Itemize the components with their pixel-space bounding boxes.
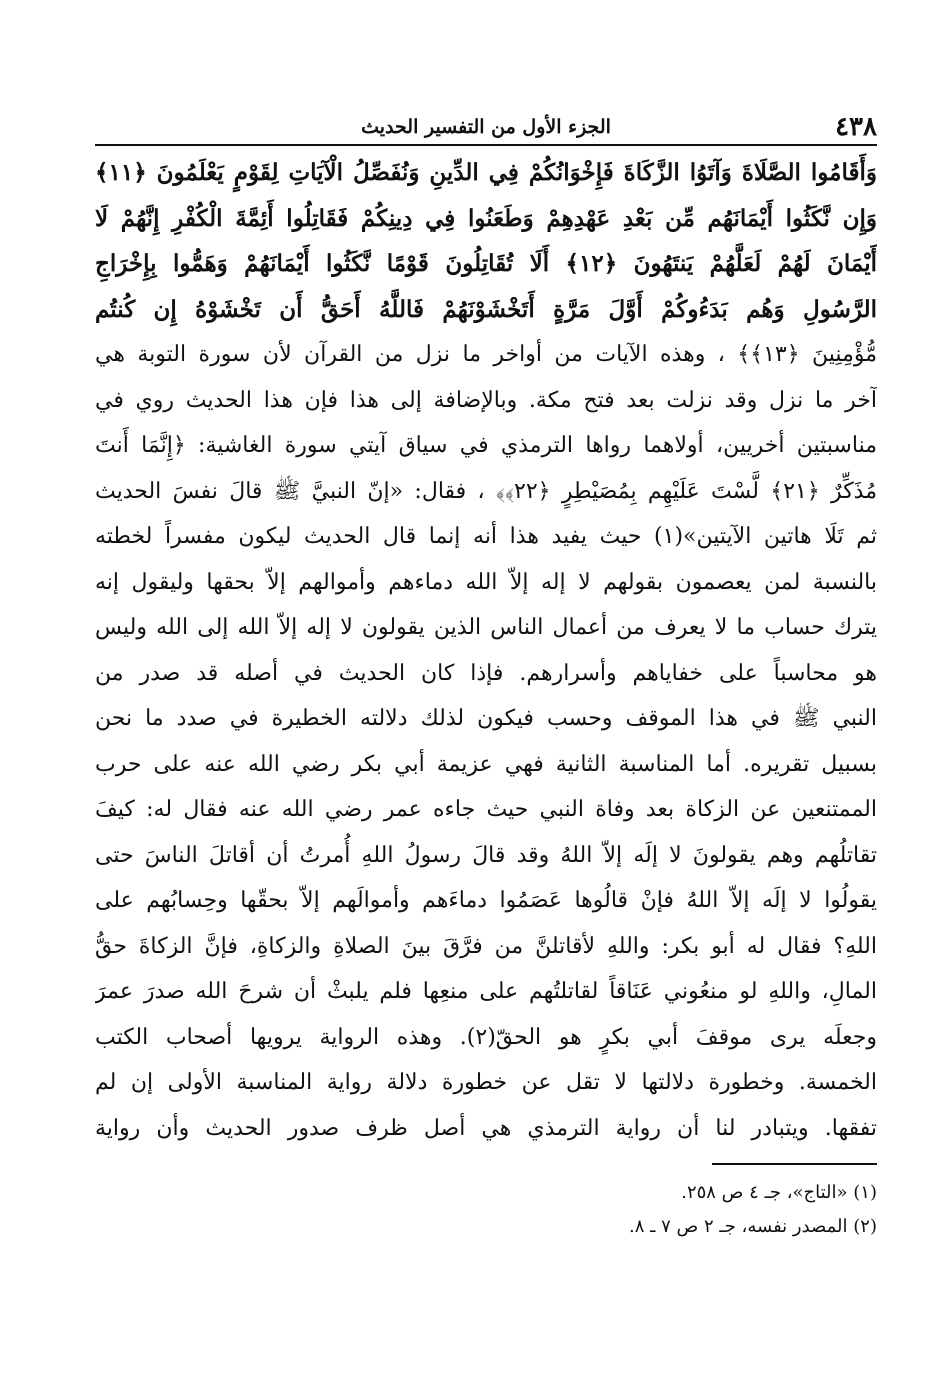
text-line: بسبيل تقريره. أما المناسبة الثانية فهي عزيمة أبي بكر رضي الله عنه على حرب — [95, 751, 877, 777]
footnotes — [95, 1176, 877, 1244]
text-line: آخر ما نزل وقد نزلت بعد فتح مكة. وبالإضافة إلى هذا فإن هذا الحديث روي في — [95, 387, 877, 413]
text-line: المالِ، واللهِ لو منعُوني عَنَاقاً لقاتلتُهم على منعِها فلم يلبثْ أن شرحَ الله صدرَ عمرَ — [95, 979, 877, 1004]
text-line: مناسبتين أخريين، أولاهما رواها الترمذي في سياق آيتي سورة الغاشية: ﴿إِنَّمَا أَنتَ — [95, 433, 877, 458]
text-line: ثم تَلَا هاتين الآيتين»(١) حيث يفيد هذا أنه إنما قال الحديث ليكون مفسراً لخطته — [95, 524, 877, 549]
verse-line: وَأَقَامُوا الصَّلَاةَ وَآتَوُا الزَّكَاةَ فَإِخْوَانُكُمْ فِي الدِّينِ وَنُفَصِّلُ الْآيَاتِ لِقَوْمٍ يَعْلَمُونَ ﴿١١﴾ — [95, 159, 877, 186]
verse-line: أَيْمَانَ لَهُمْ لَعَلَّهُمْ يَنتَهُونَ ﴿١٢﴾ أَلَا تُقَاتِلُونَ قَوْمًا نَّكَثُوا أَيْمَانَهُمْ وَهَمُّوا بِإِخْرَاجِ — [95, 250, 877, 277]
text-line: هو محاسباً على خفاياهم وأسرارهم. فإذا كان الحديث في أصله قد صدر من — [95, 660, 877, 686]
text-line: يقولُوا لا إلَه إلاّ اللهُ فإنْ قالُوها عَصَمُوا دماءَهم وأموالَهم إلاّ بحقّها وحِسابُهم على — [95, 888, 877, 913]
text-line: مُّؤْمِنِينَ ﴿١٣﴾﴾ ، وهذه الآيات من أواخر ما نزل من القرآن لأن سورة التوبة هي — [95, 342, 877, 367]
text-line: مُذَكِّرٌ ﴿٢١﴾ لَّسْتَ عَلَيْهِم بِمُصَيْطِرٍ ﴿٢٢﴾﴾ ، فقال: «إنّ النبيَّ ﷺ قالَ نفسَ الحديث — [95, 478, 877, 504]
footnote-divider — [712, 1163, 877, 1165]
text-line: تفقها. ويتبادر لنا أن رواية الترمذي هي أصل ظرف صدور الحديث وأن رواية — [95, 1115, 877, 1141]
footnote: (١) «التاج»، جـ ٤ ص ٢٥٨. — [681, 1182, 877, 1203]
text-line: بالنسبة لمن يعصمون بقولهم لا إله إلاّ الله دماءهم وأموالهم إلاّ بحقها وليقول إنه — [95, 569, 877, 595]
verse-line: وَإِن نَّكَثُوا أَيْمَانَهُم مِّن بَعْدِ عَهْدِهِمْ وَطَعَنُوا فِي دِينِكُمْ فَقَاتِلُوا أَئِمَّةَ الْكُفْرِ إِنَّهُمْ لَا — [95, 204, 877, 232]
text-line: يترك حساب ما لا يعرف من أعمال الناس الذين يقولون لا إله إلاّ الله إلى الله وليس — [95, 615, 877, 640]
text-line: الخمسة. وخطورة دلالتها لا تقل عن خطورة دلالة رواية المناسبة الأولى إن لم — [95, 1070, 877, 1095]
running-title: الجزء الأول من التفسير الحديث — [361, 116, 611, 138]
text-line: تقاتلُهم وهم يقولونَ لا إلَه إلاّ اللهُ وقد قالَ رسولُ اللهِ أُمرتُ أن أقاتلَ الناسَ حتى — [95, 842, 877, 868]
header-divider — [95, 144, 877, 146]
footnote: (٢) المصدر نفسه، جـ ٢ ص ٧ ـ ٨. — [629, 1216, 877, 1237]
page-header — [95, 108, 877, 144]
text-line: النبي ﷺ في هذا الموقف وحسب فيكون لذلك دلالته الخطيرة في صدد ما نحن — [95, 706, 877, 731]
body-text — [95, 150, 877, 1151]
page-number: ٤٣٨ — [835, 112, 877, 142]
text-line: الممتنعين عن الزكاة بعد وفاة النبي حيث جاءه عمر رضي الله عنه فقال له: كيفَ — [95, 797, 877, 822]
text-line: وجعلَه يرى موقفَ أبي بكرٍ هو الحقّ(٢). وهذه الرواية يرويها أصحاب الكتب — [95, 1024, 877, 1050]
text-line: اللهِ؟ فقال له أبو بكر: واللهِ لأقاتلنَّ من فرَّقَ بينَ الصلاةِ والزكاةِ، فإنَّ الزكاةَ حقُّ — [95, 933, 877, 959]
verse-line: الرَّسُولِ وَهُم بَدَءُوكُمْ أَوَّلَ مَرَّةٍ أَتَخْشَوْنَهُمْ فَاللَّهُ أَحَقُّ أَن تَخْشَوْهُ إِن كُنتُم — [95, 295, 877, 323]
